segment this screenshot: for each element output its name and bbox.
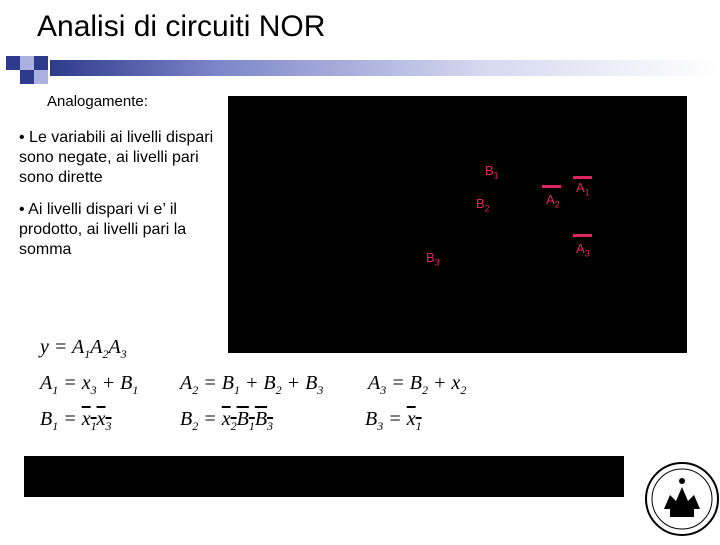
slide-title: Analisi di circuiti NOR — [37, 10, 326, 43]
footer-bar — [24, 456, 624, 497]
label-b2: $B_2$ — [476, 196, 490, 214]
deco-square — [34, 56, 48, 70]
label-b3: $B_3$ — [426, 250, 440, 268]
label-a3: $A_3$ — [576, 241, 590, 259]
label-a1: $A_1$ — [576, 180, 590, 198]
deco-square — [34, 70, 48, 84]
label-a2: $A_2$ — [546, 192, 560, 210]
subtitle: Analogamente: — [47, 93, 148, 110]
equation-a2: $A_2 = B_1 + B_2 + B_3$ — [180, 372, 324, 397]
equation-y: $y = A_1A_2A_3$ — [40, 336, 127, 361]
bullet-item: • Ai livelli dispari vi e’ il prodotto, ai livelli pari la somma — [19, 201, 187, 258]
overline-a1 — [573, 176, 592, 179]
deco-square — [6, 56, 20, 70]
equation-a3: $A_3 = B_2 + x_2$ — [368, 372, 467, 397]
title-gradient-bar — [50, 60, 720, 76]
equation-a1: $A_1 = x_3 + B_1$ — [40, 372, 139, 397]
overline-a2 — [542, 185, 561, 188]
equation-b2: $B_2 = x_2B_1B_3$ — [180, 408, 274, 433]
bullet-list — [19, 128, 224, 272]
deco-square — [20, 56, 34, 70]
label-b1: $B_1$ — [485, 163, 499, 181]
equation-b3: $B_3 = x_1$ — [365, 408, 422, 433]
deco-square — [20, 70, 34, 84]
university-seal-icon — [640, 455, 720, 540]
bullet-item: • Le variabili ai livelli dispari sono negate, ai livelli pari sono dirette — [19, 129, 214, 186]
overline-a3 — [573, 234, 592, 237]
equation-b1: $B_1 = x_1x_3$ — [40, 408, 112, 433]
circuit-diagram — [228, 96, 687, 353]
